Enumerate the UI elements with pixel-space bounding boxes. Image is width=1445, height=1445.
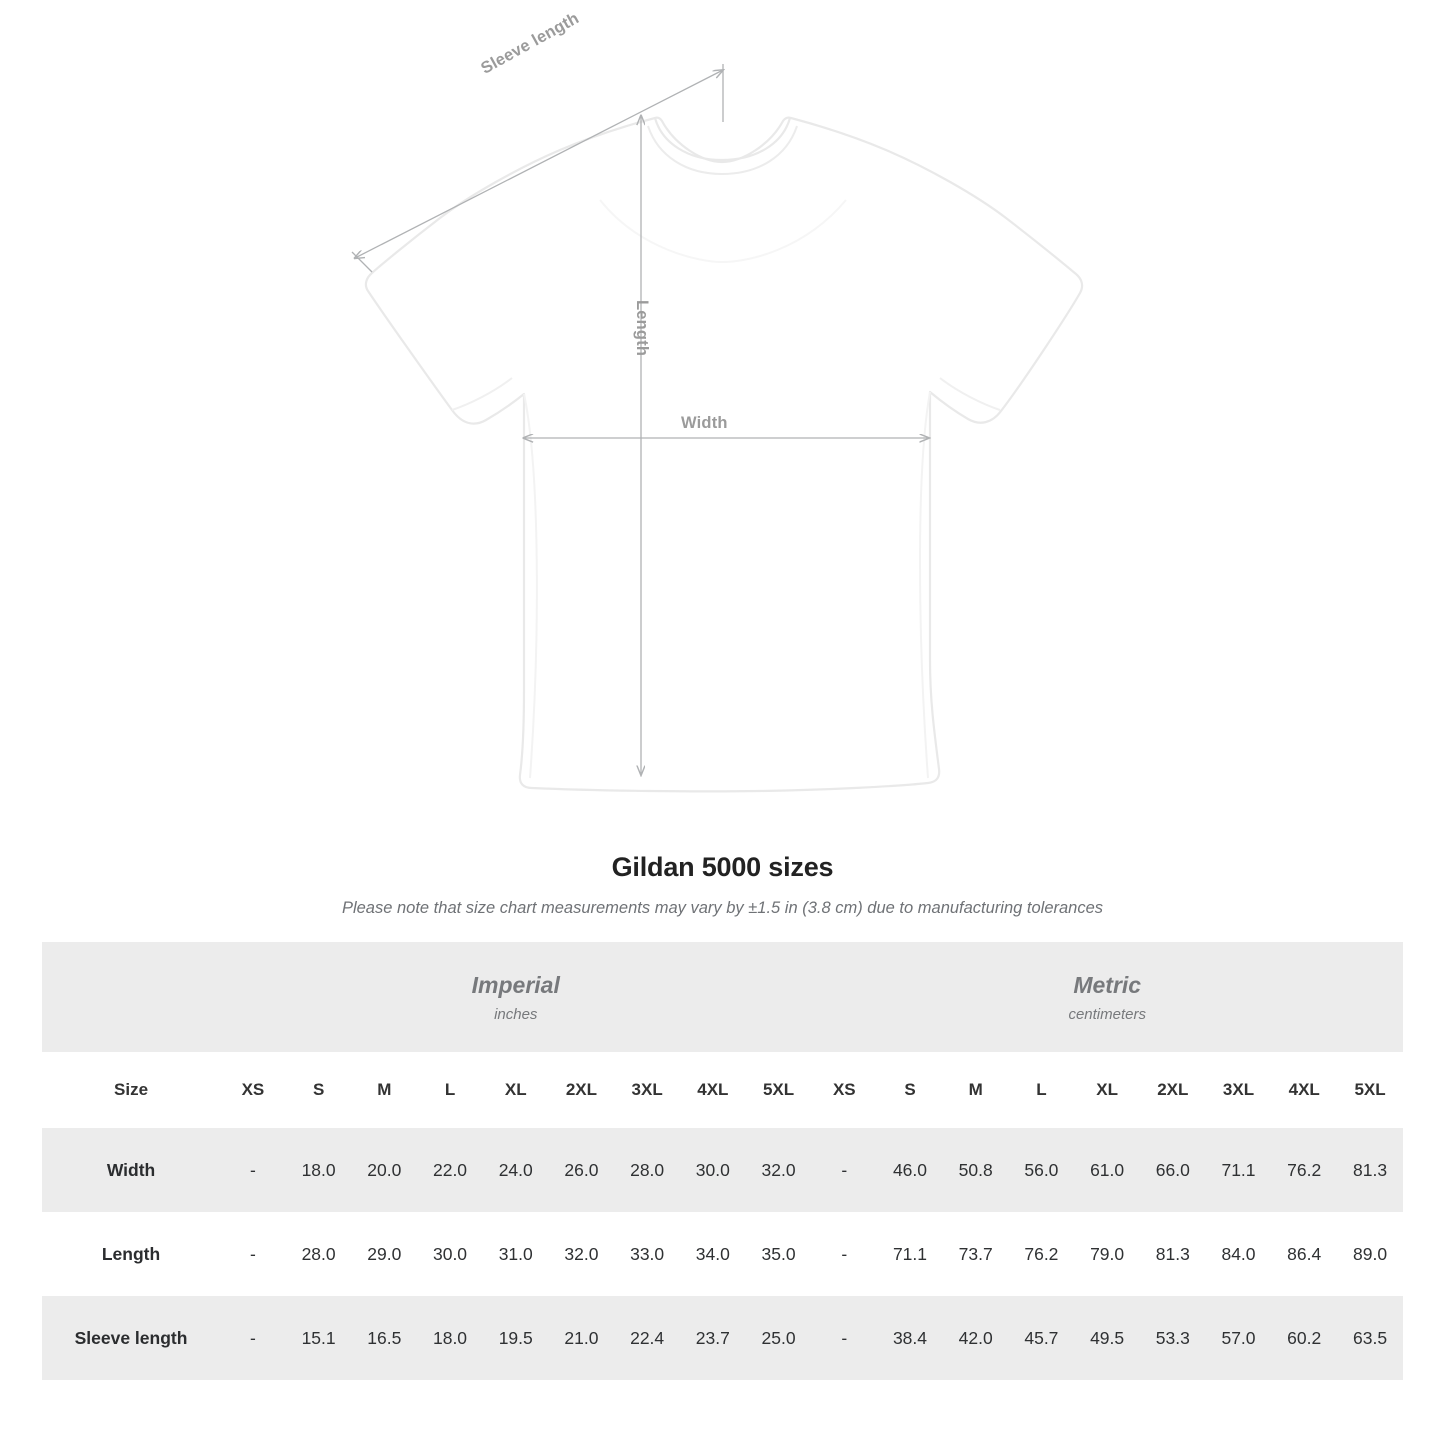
cell-length-imp-3xl: 33.0 [614,1212,680,1296]
size-col-metric-5xl: 5XL [1337,1052,1403,1128]
cell-width-imp-xs: - [220,1128,286,1212]
size-col-imperial-s: S [286,1052,352,1128]
cell-width-imp-5xl: 32.0 [746,1128,812,1212]
cell-width-imp-m: 20.0 [351,1128,417,1212]
cell-width-met-xl: 61.0 [1074,1128,1140,1212]
cell-width-imp-s: 18.0 [286,1128,352,1212]
cell-width-imp-xl: 24.0 [483,1128,549,1212]
metric-name: Metric [1073,972,1142,999]
length-label: Length [633,300,651,357]
cell-length-met-2xl: 81.3 [1140,1212,1206,1296]
cell-sleeve-met-s: 38.4 [877,1296,943,1380]
size-col-metric-2xl: 2XL [1140,1052,1206,1128]
size-col-metric-xs: XS [811,1052,877,1128]
size-col-metric-3xl: 3XL [1206,1052,1272,1128]
size-col-metric-xl: XL [1074,1052,1140,1128]
cell-length-imp-2xl: 32.0 [549,1212,615,1296]
table-row [42,1212,1403,1296]
size-col-imperial-4xl: 4XL [680,1052,746,1128]
cell-length-imp-xl: 31.0 [483,1212,549,1296]
size-col-metric-m: M [943,1052,1009,1128]
cell-width-imp-2xl: 26.0 [549,1128,615,1212]
width-label: Width [681,414,728,432]
cell-width-met-4xl: 76.2 [1271,1128,1337,1212]
size-col-imperial-5xl: 5XL [746,1052,812,1128]
cell-sleeve-imp-l: 18.0 [417,1296,483,1380]
cell-length-met-s: 71.1 [877,1212,943,1296]
size-col-imperial-3xl: 3XL [614,1052,680,1128]
size-col-imperial-xl: XL [483,1052,549,1128]
cell-sleeve-met-3xl: 57.0 [1206,1296,1272,1380]
cell-sleeve-met-l: 45.7 [1009,1296,1075,1380]
cell-sleeve-imp-xs: - [220,1296,286,1380]
size-col-metric-l: L [1009,1052,1075,1128]
cell-length-imp-xs: - [220,1212,286,1296]
cell-length-met-xl: 79.0 [1074,1212,1140,1296]
size-col-imperial-2xl: 2XL [549,1052,615,1128]
cell-sleeve-imp-3xl: 22.4 [614,1296,680,1380]
size-col-metric-s: S [877,1052,943,1128]
size-table [42,942,1403,1380]
sleeve-length-label: Sleeve length [478,9,583,78]
cell-sleeve-met-xl: 49.5 [1074,1296,1140,1380]
cell-length-met-l: 76.2 [1009,1212,1075,1296]
size-header-row [42,1052,1403,1128]
unit-header-spacer [42,942,220,1052]
tshirt-shape [366,118,1082,792]
unit-header-metric [811,942,1403,1052]
tolerance-note: Please note that size chart measurements may vary by ±1.5 in (3.8 cm) due to manufacturing tolerances [341,899,1104,917]
cell-sleeve-met-m: 42.0 [943,1296,1009,1380]
size-table-wrap [42,942,1403,1380]
row-label-width: Width [42,1128,220,1212]
row-label-sleeve-length: Sleeve length [42,1296,220,1380]
cell-length-met-m: 73.7 [943,1212,1009,1296]
cell-length-imp-l: 30.0 [417,1212,483,1296]
cell-sleeve-met-xs: - [811,1296,877,1380]
cell-sleeve-imp-s: 15.1 [286,1296,352,1380]
cell-sleeve-met-2xl: 53.3 [1140,1296,1206,1380]
cell-width-imp-3xl: 28.0 [614,1128,680,1212]
cell-width-imp-l: 22.0 [417,1128,483,1212]
cell-sleeve-met-5xl: 63.5 [1337,1296,1403,1380]
cell-sleeve-imp-2xl: 21.0 [549,1296,615,1380]
cell-length-met-5xl: 89.0 [1337,1212,1403,1296]
cell-sleeve-imp-5xl: 25.0 [746,1296,812,1380]
unit-header-imperial [220,942,811,1052]
row-label-length: Length [42,1212,220,1296]
size-col-imperial-l: L [417,1052,483,1128]
page-title: Gildan 5000 sizes [611,852,834,882]
unit-header-row [42,942,1403,1052]
table-row [42,1296,1403,1380]
size-col-imperial-m: M [351,1052,417,1128]
size-col-metric-4xl: 4XL [1271,1052,1337,1128]
cell-length-imp-s: 28.0 [286,1212,352,1296]
cell-length-imp-m: 29.0 [351,1212,417,1296]
cell-length-met-4xl: 86.4 [1271,1212,1337,1296]
title-block [0,852,1445,918]
metric-sub: centimeters [1068,1005,1146,1023]
cell-length-imp-4xl: 34.0 [680,1212,746,1296]
size-col-imperial-xs: XS [220,1052,286,1128]
cell-length-imp-5xl: 35.0 [746,1212,812,1296]
cell-sleeve-imp-4xl: 23.7 [680,1296,746,1380]
cell-length-met-3xl: 84.0 [1206,1212,1272,1296]
cell-sleeve-imp-m: 16.5 [351,1296,417,1380]
cell-sleeve-imp-xl: 19.5 [483,1296,549,1380]
cell-width-met-l: 56.0 [1009,1128,1075,1212]
cell-width-met-2xl: 66.0 [1140,1128,1206,1212]
cell-length-met-xs: - [811,1212,877,1296]
cell-width-met-s: 46.0 [877,1128,943,1212]
imperial-sub: inches [494,1005,538,1023]
cell-width-imp-4xl: 30.0 [680,1128,746,1212]
cell-sleeve-met-4xl: 60.2 [1271,1296,1337,1380]
cell-width-met-5xl: 81.3 [1337,1128,1403,1212]
cell-width-met-xs: - [811,1128,877,1212]
table-row [42,1128,1403,1212]
imperial-name: Imperial [471,972,560,999]
size-header-label: Size [42,1052,220,1128]
cell-width-met-m: 50.8 [943,1128,1009,1212]
cell-width-met-3xl: 71.1 [1206,1128,1272,1212]
